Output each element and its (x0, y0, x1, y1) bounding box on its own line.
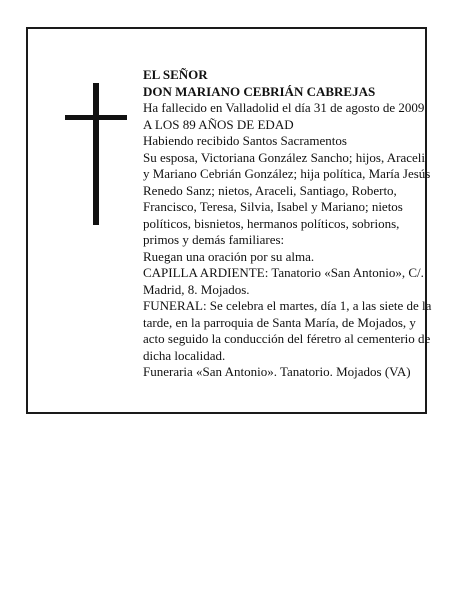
death-statement: Ha fallecido en Valladolid el día 31 de agosto de 2009 (143, 100, 425, 115)
family-line: primos y demás familiares: (143, 232, 285, 247)
family-line: Renedo Sanz; nietos, Araceli, Santiago, Roberto, (143, 182, 397, 198)
obituary-notice (26, 27, 432, 414)
family-line: Su esposa, Victoriana González Sancho; hijos, Araceli (143, 149, 426, 165)
sacraments-statement: Habiendo recibido Santos Sacramentos (143, 133, 347, 148)
title: EL SEÑOR (143, 67, 208, 82)
family-paragraph (143, 150, 448, 249)
chapel-line: CAPILLA ARDIENTE: Tanatorio «San Antonio», C/. (143, 265, 424, 280)
chapel-paragraph (143, 265, 448, 298)
cross-icon-horizontal-bar (65, 115, 127, 120)
age-statement: A LOS 89 AÑOS DE EDAD (143, 116, 294, 132)
family-line: y Mariano Cebrián González; hija política, María Jesús (143, 166, 431, 181)
prayer-request: Ruegan una oración por su alma. (143, 248, 315, 264)
deceased-name: DON MARIANO CEBRIÁN CABREJAS (143, 83, 376, 99)
funeral-paragraph (143, 298, 448, 364)
chapel-line: Madrid, 8. Mojados. (143, 281, 250, 297)
funeral-line: tarde, en la parroquia de Santa María, de Mojados, y (143, 314, 416, 330)
family-line: políticos, bisnietos, hermanos políticos, sobrions, (143, 215, 400, 231)
funeral-line: dicha localidad. (143, 347, 226, 363)
family-line: Francisco, Teresa, Silvia, Isabel y Mariano; nietos (143, 199, 403, 214)
funeral-line: FUNERAL: Se celebra el martes, día 1, a las siete de la (143, 298, 432, 313)
notice-text (143, 67, 448, 381)
cross-icon-vertical-bar (93, 83, 99, 225)
funeral-line: acto seguido la conducción del féretro al cementerio de (143, 331, 431, 346)
funeral-home: Funeraria «San Antonio». Tanatorio. Mojados (VA) (143, 364, 411, 379)
